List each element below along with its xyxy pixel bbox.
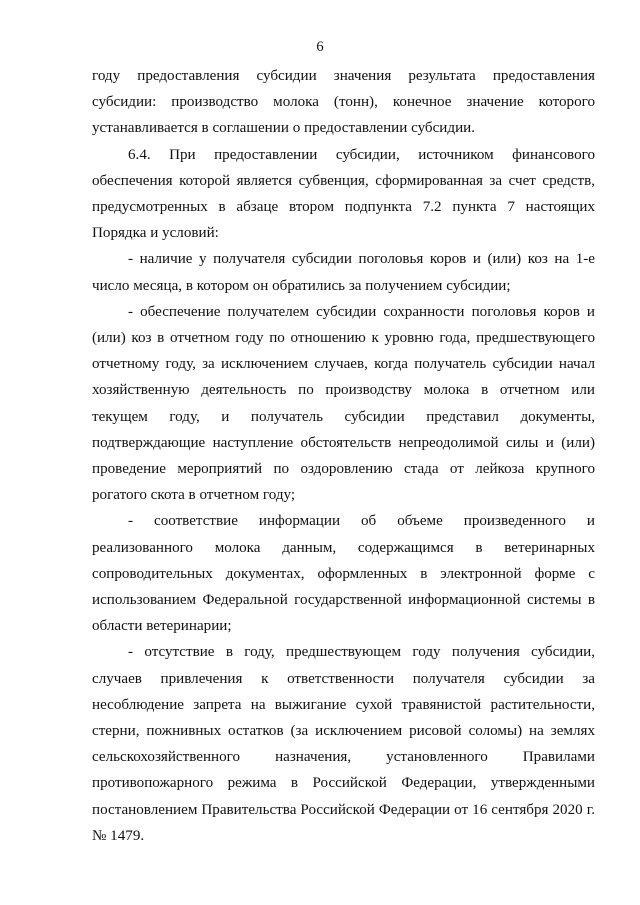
paragraph-item-milk-information: - соответствие информации об объеме произведенного и реализованного молока данным, содержащимся в ветеринарных сопроводительных документах, оформленных в электронной форме с использованием Федеральной государственной информационной системы в области ветеринарии; xyxy=(92,513,595,635)
paragraph-continuation: году предоставления субсидии значения результата предоставления субсидии: производство молока (тонн), конечное значение которого устанавливается в соглашении о предоставлении субсидии. xyxy=(92,68,595,137)
document-body xyxy=(92,63,595,849)
paragraph-item-no-liability: - отсутствие в году, предшествующем году получения субсидии, случаев привлечения к ответственности получателя субсидии за несоблюдение запрета на выжигание сухой травянистой растительности, стерни, пожнивных остатков (за исключением рисовой соломы) на землях сельскохозяйственного назначения, установленного Правилами противопожарного режима в Российской Федерации, утвержденными постановлением Правительства Российской Федерации от 16 сентября 2020 г. № 1479. xyxy=(92,644,595,844)
paragraph-clause-6-4: 6.4. При предоставлении субсидии, источником финансового обеспечения которой является субвенция, сформированная за счет средств, предусмотренных в абзаце втором подпункта 7.2 пункта 7 настоящих Порядка и условий: xyxy=(92,146,595,242)
page-number: 6 xyxy=(316,39,324,55)
paragraph-item-livestock-presence: - наличие у получателя субсидии поголовья коров и (или) коз на 1-е число месяца, в котором он обратились за получением субсидии; xyxy=(92,251,595,294)
paragraph-item-livestock-retention: - обеспечение получателем субсидии сохранности поголовья коров и (или) коз в отчетном году по отношению к уровню года, предшествующего отчетному году, за исключением случаев, когда получатель субсидии начал хозяйственную деятельность по производству молока в отчетном или текущем году, и получатель субсидии представил документы, подтверждающие наступление обстоятельств непреодолимой силы и (или) проведение мероприятий по оздоровлению стада от лейкоза крупного рогатого скота в отчетном году; xyxy=(92,303,595,504)
